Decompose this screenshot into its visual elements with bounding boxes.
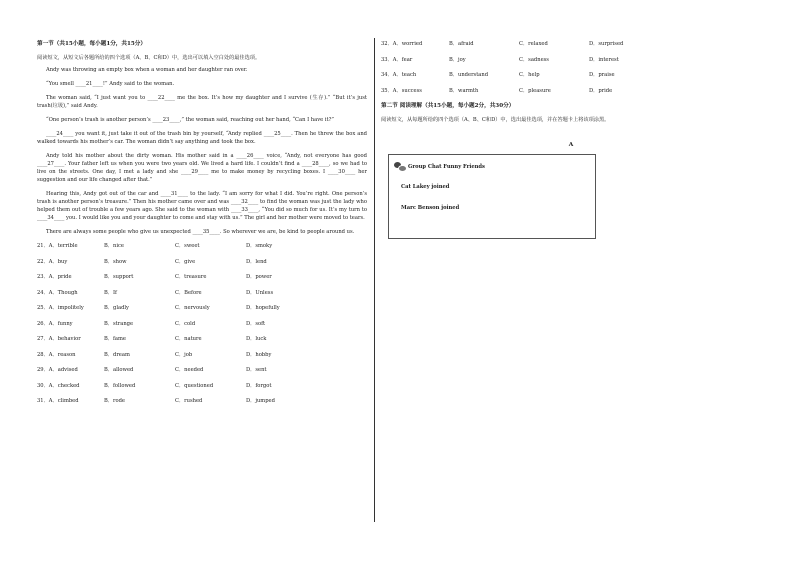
chat-bubble-icon bbox=[394, 162, 406, 171]
cloze-passage bbox=[37, 66, 367, 236]
option-c: C．rushed bbox=[175, 398, 203, 404]
option-b: B．afraid bbox=[449, 41, 474, 47]
left-column bbox=[37, 40, 367, 413]
option-row bbox=[37, 397, 280, 413]
passage-paragraph: There are always some people who give us unexpected ____35____. So wherever we are, be kind to people around us. bbox=[46, 229, 355, 235]
passage-paragraph: Andy told his mother about the dirty woman. His mother said in a ____26____ voice, “Andy, not everyone has good ____27____. Your father left us when you were two years old. We lived a hard life. I couldn’t find a ____28____, so we had to live on the streets. One day, I met a lady and she ____29____ me to make money by recycling boxes. I ____30____ her suggestion and our life changed after that.” bbox=[37, 153, 367, 183]
section-1-instruction: 阅读短文，从短文后各题所给的四个选项（A、B、C和D）中，选出可以填入空白处的最佳选项。 bbox=[37, 55, 261, 61]
section-2-instruction: 阅读短文，从每题所给的四个选项（A、B、C和D）中，选出最佳选项，并在答题卡上将该项涂黑。 bbox=[381, 117, 610, 123]
passage-paragraph: Andy was throwing an empty box when a woman and her daughter ran over. bbox=[46, 67, 248, 73]
chat-box bbox=[388, 154, 596, 239]
passage-label: A bbox=[568, 142, 574, 148]
option-row bbox=[37, 382, 280, 398]
option-b: B．nice bbox=[104, 243, 124, 249]
option-c: C．nervously bbox=[175, 305, 210, 311]
right-options-table bbox=[381, 40, 623, 102]
option-d: D．hopefully bbox=[246, 305, 280, 311]
option-a: 25．A．impolitely bbox=[37, 305, 84, 311]
option-a: 26．A．funny bbox=[37, 320, 73, 327]
option-b: B．fame bbox=[104, 336, 127, 342]
option-d: D．interest bbox=[589, 56, 619, 63]
option-a: 21．A．terrible bbox=[37, 243, 78, 249]
option-b: B．understand bbox=[449, 72, 489, 78]
option-a: 23．A．pride bbox=[37, 274, 72, 280]
passage-paragraph: Hearing this, Andy got out of the car and ____31____ to the lady. “I am sorry for what I did. You’re right. One person’s trash is another person’s treasure.” Then his mother came over and was ____32____ to find the woman was just the lady who helped them out of trouble a few years ago. She said to the woman with ____33____, “You did so much for us. It’s my turn to ____34____ you. I would like you and your daughter to come and stay with us.” The girl and her mother were moved to tears. bbox=[37, 191, 367, 221]
option-b: B．allowed bbox=[104, 367, 134, 373]
option-a: 29．A．advised bbox=[37, 367, 78, 373]
option-a: 22．A．buy bbox=[37, 258, 68, 265]
option-a: 24．A．Though bbox=[37, 289, 78, 296]
option-d: D．pride bbox=[589, 87, 613, 94]
option-row bbox=[381, 40, 623, 56]
option-c: C．help bbox=[519, 72, 540, 78]
option-c: C．sweet bbox=[175, 243, 200, 249]
option-d: D．hobby bbox=[246, 351, 272, 358]
option-c: C．give bbox=[175, 258, 196, 265]
option-a: 27．A．behavior bbox=[37, 336, 81, 342]
passage-paragraph: ____24____ you want it, just take it out of the trash bin by yourself, “Andy replied ____25____. Then he threw the box and walked towards his mother’s car. The woman didn’t say anything and took the box. bbox=[37, 131, 367, 145]
option-b: B．If bbox=[104, 289, 117, 296]
option-c: C．questioned bbox=[175, 382, 214, 389]
option-d: D．lend bbox=[246, 258, 267, 265]
option-d: D．praise bbox=[589, 72, 615, 78]
option-d: D．Unless bbox=[246, 289, 274, 296]
option-b: B．support bbox=[104, 274, 134, 280]
option-a: 30．A．checked bbox=[37, 382, 80, 389]
option-b: B．dream bbox=[104, 351, 130, 358]
option-d: D．power bbox=[246, 274, 272, 280]
option-d: D．luck bbox=[246, 336, 267, 342]
passage-paragraph: “One person’s trash is another person’s ____23____,” the woman said, reaching out her hand, “Can I have it?” bbox=[46, 117, 335, 123]
option-a: 35．A．success bbox=[381, 87, 422, 94]
option-a: 28．A．reason bbox=[37, 351, 76, 358]
option-d: D．forgot bbox=[246, 382, 272, 389]
option-row bbox=[381, 87, 623, 103]
option-row bbox=[37, 273, 280, 289]
option-a: 32．A．worried bbox=[381, 41, 423, 47]
option-row bbox=[37, 289, 280, 305]
left-options-table bbox=[37, 242, 280, 413]
chat-header-title: Group Chat Funny Friends bbox=[408, 163, 485, 170]
chat-line: Marc Benson joined bbox=[401, 205, 460, 211]
option-row bbox=[37, 320, 280, 336]
option-a: 34．A．teach bbox=[381, 72, 417, 78]
right-column bbox=[381, 40, 761, 239]
option-d: D．smoky bbox=[246, 243, 273, 249]
option-c: C．nature bbox=[175, 336, 202, 342]
option-b: B．warmth bbox=[449, 87, 479, 94]
passage-paragraph: The woman said, “I just want you to ____22____ me the box. It’s how my daughter and I survive (生存).” “But it’s just trash(垃圾),” said Andy. bbox=[37, 95, 367, 109]
option-row bbox=[37, 366, 280, 382]
option-d: D．surprised bbox=[589, 41, 624, 47]
option-b: B．strange bbox=[104, 320, 134, 327]
option-d: D．soft bbox=[246, 320, 266, 327]
option-a: 33．A．fear bbox=[381, 56, 413, 63]
option-row bbox=[381, 56, 623, 72]
option-c: C．cold bbox=[175, 320, 196, 327]
chat-line: Cat Lakey joined bbox=[401, 184, 450, 190]
option-b: B．joy bbox=[449, 56, 466, 63]
option-c: C．relaxed bbox=[519, 41, 548, 47]
option-row bbox=[37, 351, 280, 367]
option-c: C．job bbox=[175, 351, 193, 358]
section-1-title: 第一节（共15小题，每小题1分，共15分） bbox=[37, 41, 146, 47]
section-2-title: 第二节 阅读理解（共15小题，每小题2分，共30分） bbox=[381, 103, 515, 109]
option-c: C．Before bbox=[175, 289, 202, 296]
option-d: D．jumped bbox=[246, 398, 275, 404]
option-row bbox=[37, 304, 280, 320]
option-c: C．treasure bbox=[175, 274, 207, 280]
option-c: C．sadness bbox=[519, 56, 549, 63]
option-row bbox=[37, 335, 280, 351]
option-row bbox=[37, 258, 280, 274]
option-row bbox=[37, 242, 280, 258]
option-b: B．rode bbox=[104, 398, 125, 404]
option-b: B．gladly bbox=[104, 305, 129, 311]
passage-paragraph: “You smell ____21____!” Andy said to the woman. bbox=[46, 81, 175, 87]
option-b: B．followed bbox=[104, 382, 136, 389]
option-row bbox=[381, 71, 623, 87]
option-c: C．needed bbox=[175, 367, 204, 373]
option-b: B．show bbox=[104, 258, 127, 265]
option-c: C．pleasure bbox=[519, 87, 551, 94]
column-divider bbox=[374, 38, 375, 522]
chat-header bbox=[394, 162, 485, 171]
option-d: D．sent bbox=[246, 367, 267, 373]
option-a: 31．A．climbed bbox=[37, 398, 79, 404]
